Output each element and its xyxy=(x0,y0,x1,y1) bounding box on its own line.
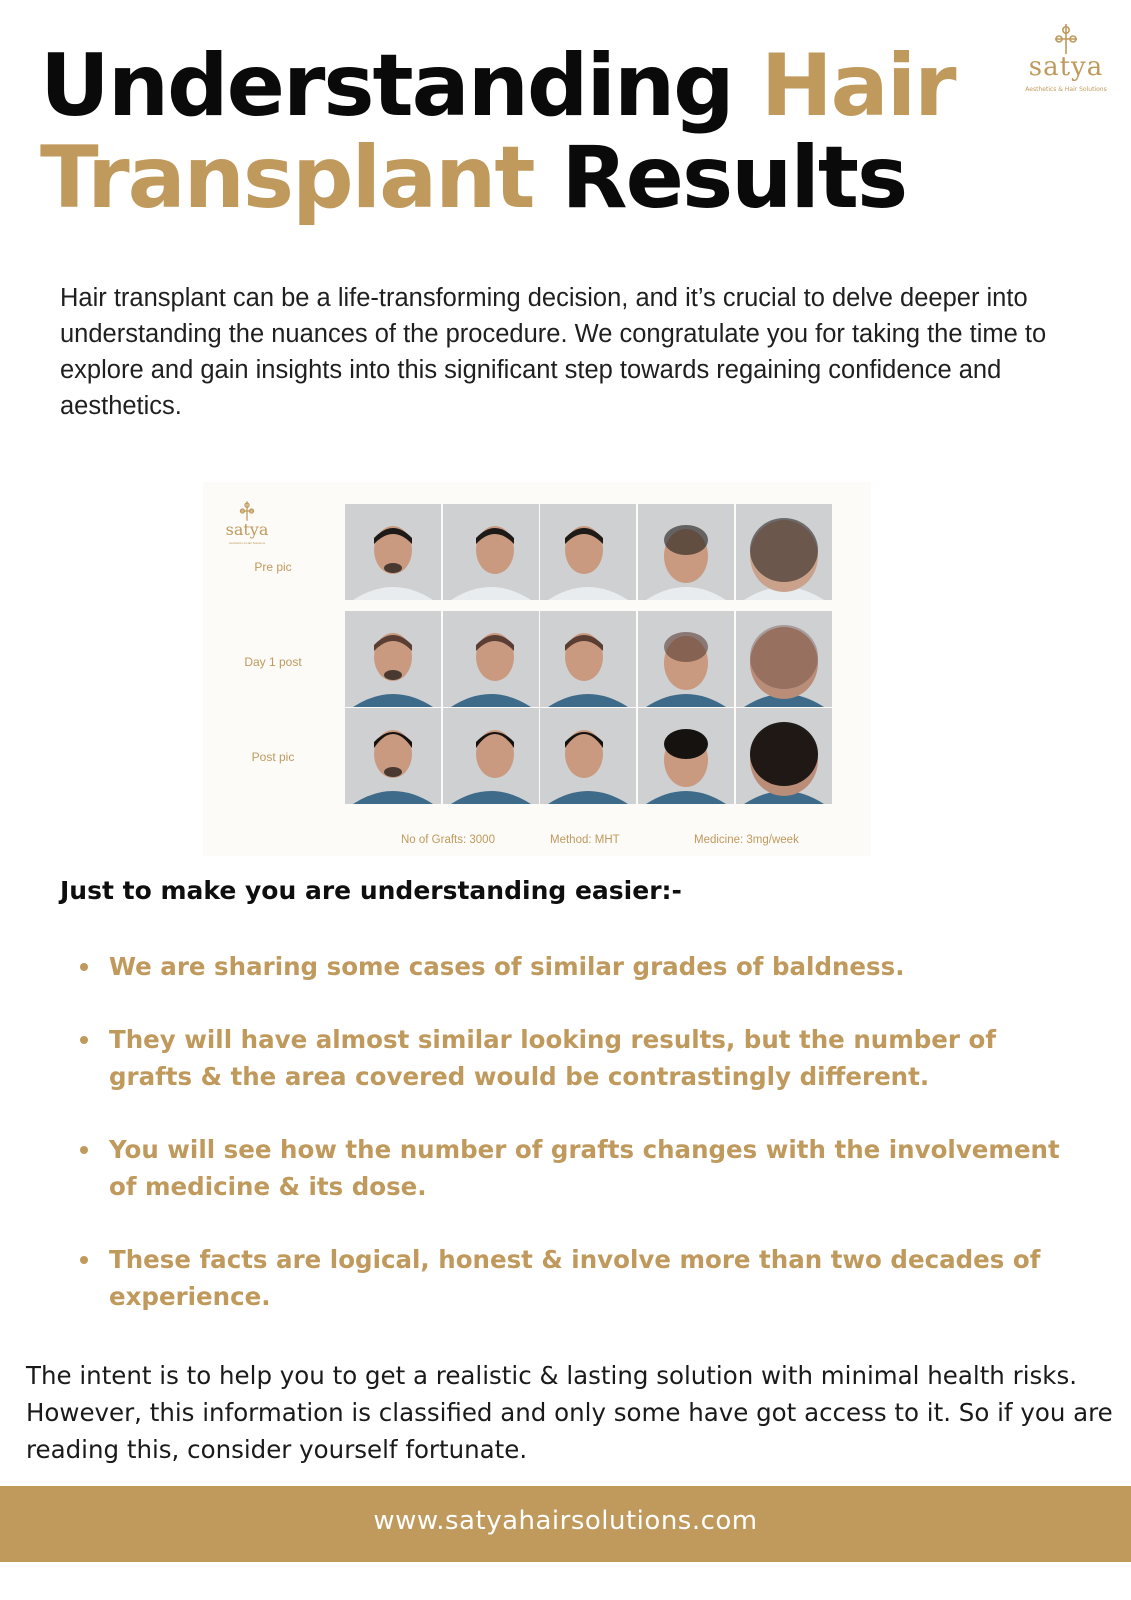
row-label-pre: Pre pic xyxy=(254,560,292,574)
row-label-day1: Day 1 post xyxy=(244,655,302,669)
bullet-dot-icon xyxy=(80,1256,88,1264)
method-label: Method: MHT xyxy=(550,834,620,846)
patient-photo-post-front xyxy=(345,708,441,804)
figure-logo-wordmark: satya xyxy=(225,520,269,539)
section-subheading: Just to make you are understanding easier:- xyxy=(60,876,682,905)
satya-logo xyxy=(1018,22,1114,108)
bullet-dot-icon xyxy=(80,963,88,971)
lotus-cross-icon xyxy=(236,500,258,522)
grafts-count: No of Grafts: 3000 xyxy=(401,834,495,846)
patient-photo-day1-left xyxy=(540,611,636,707)
patient-photo-post-top xyxy=(638,708,734,804)
footer-bar xyxy=(0,1486,1131,1562)
results-figure xyxy=(203,482,871,856)
list-item: They will have almost similar looking results, but the number of grafts & the area covered would be contrastingly different. xyxy=(80,1021,1070,1095)
patient-photo-day1-right xyxy=(443,611,539,707)
title-results: Results xyxy=(533,128,907,228)
website-link[interactable]: www.satyahairsolutions.com xyxy=(373,1506,758,1536)
patient-photo-post-right xyxy=(443,708,539,804)
patient-photo-pre-crown xyxy=(736,504,832,600)
bullet-dot-icon xyxy=(80,1036,88,1044)
list-item: You will see how the number of grafts changes with the involvement of medicine & its dose. xyxy=(80,1131,1070,1205)
medicine-dose: Medicine: 3mg/week xyxy=(694,834,799,846)
page-title xyxy=(40,36,955,228)
patient-photo-pre-right xyxy=(443,504,539,600)
logo-tagline: Aesthetics & Hair Solutions xyxy=(1025,86,1107,93)
list-item: We are sharing some cases of similar grades of baldness. xyxy=(80,948,1070,985)
figure-logo-tagline: Aesthetics & Hair Solutions xyxy=(228,541,266,545)
logo-wordmark: satya xyxy=(1028,52,1104,82)
bullet-dot-icon xyxy=(80,1146,88,1154)
patient-photo-day1-top xyxy=(638,611,734,707)
title-transplant: Transplant xyxy=(40,128,534,228)
patient-photo-post-crown xyxy=(736,708,832,804)
intro-paragraph: Hair transplant can be a life-transforming decision, and it’s crucial to delve deeper into understanding the nuances of the procedure. We congratulate you for taking the time to explore and gain insights into this significant step towards regaining confidence and aesthetics. xyxy=(60,284,1047,420)
row-label-post: Post pic xyxy=(251,750,295,764)
patient-photo-pre-front xyxy=(345,504,441,600)
title-hair: Hair xyxy=(760,36,955,136)
bullet-list xyxy=(80,948,1070,1315)
lotus-cross-icon xyxy=(1049,22,1083,56)
closing-paragraph: The intent is to help you to get a realistic & lasting solution with minimal health risks. However, this information is classified and only some have got access to it. So if you are reading this, consider yourself fortunate. xyxy=(26,1361,1113,1464)
patient-photo-pre-left xyxy=(540,504,636,600)
patient-photo-pre-top xyxy=(638,504,734,600)
patient-photo-post-left xyxy=(540,708,636,804)
patient-photo-day1-crown xyxy=(736,611,832,707)
patient-photo-day1-front xyxy=(345,611,441,707)
figure-logo xyxy=(217,500,277,545)
list-item: These facts are logical, honest & involve more than two decades of experience. xyxy=(80,1241,1070,1315)
title-understanding: Understanding xyxy=(40,36,761,136)
